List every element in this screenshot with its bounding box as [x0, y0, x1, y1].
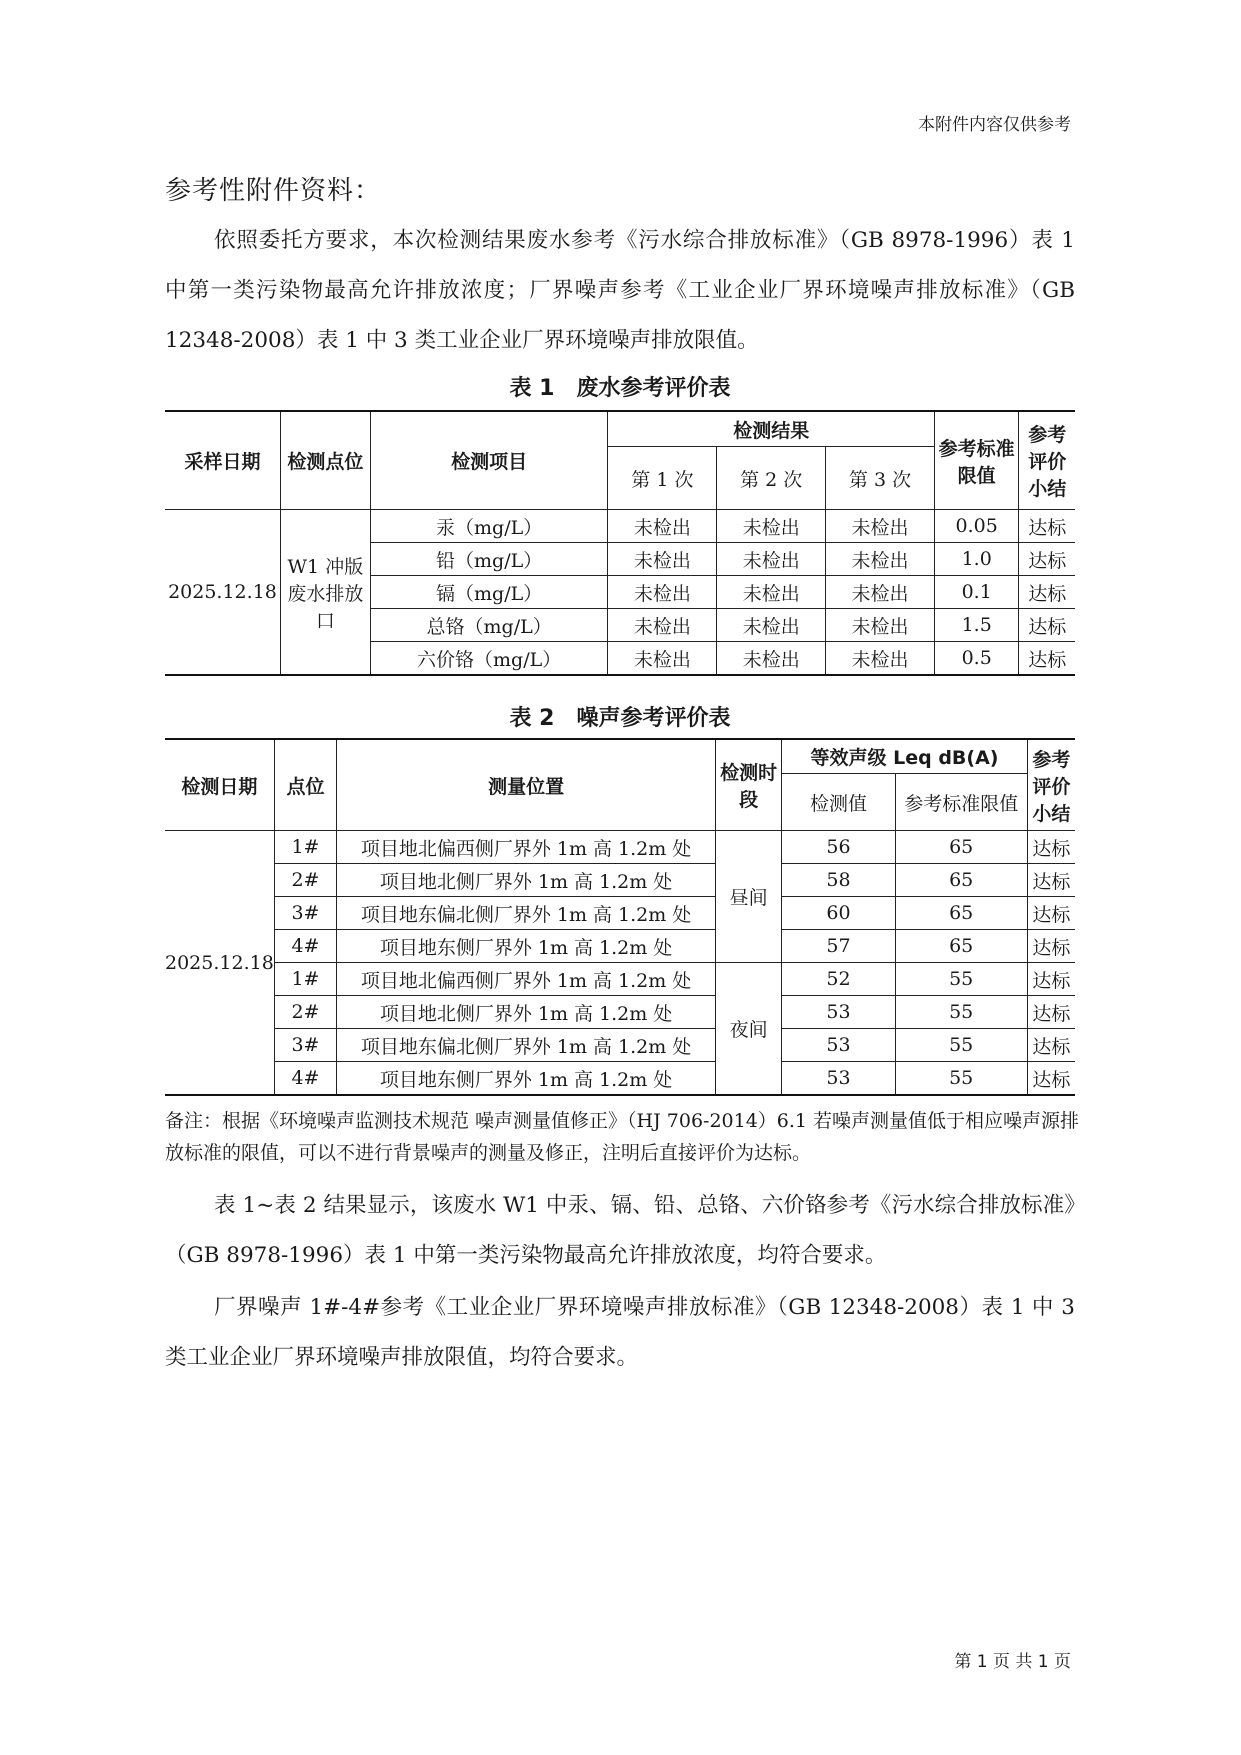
eval: 达标: [1027, 897, 1075, 930]
limit: 55: [895, 996, 1027, 1029]
table-row: [165, 930, 1075, 963]
header-item: 检测项目: [370, 411, 608, 510]
measured: 60: [782, 897, 895, 930]
noise-table: [165, 738, 1075, 1096]
limit: 1.5: [934, 609, 1019, 642]
header-eval: 参考评价小结: [1019, 411, 1075, 510]
table2-note: 备注：根据《环境噪声监测技术规范 噪声测量值修正》（HJ 706-2014）6.1 若噪声测量值低于相应噪声源排放标准的限值，可以不进行背景噪声的测量及修正，注明后直接评价为达标。: [165, 1110, 1080, 1164]
r2: 未检出: [717, 576, 826, 609]
r1: 未检出: [608, 543, 717, 576]
limit: 0.1: [934, 576, 1019, 609]
table2-caption: 表 2 噪声参考评价表: [509, 706, 731, 731]
sample-date: 2025.12.18: [165, 510, 280, 676]
eval: 达标: [1019, 609, 1075, 642]
r1: 未检出: [608, 510, 717, 543]
r3: 未检出: [826, 576, 935, 609]
measured: 53: [782, 1029, 895, 1062]
eval: 达标: [1027, 864, 1075, 897]
location: 项目地北偏西侧厂界外 1m 高 1.2m 处: [337, 963, 716, 996]
table-row: [165, 897, 1075, 930]
header-r3: 第 3 次: [826, 447, 935, 510]
table-row: [165, 510, 1075, 543]
limit: 65: [895, 930, 1027, 963]
point: 1#: [274, 831, 336, 864]
point: 3#: [274, 1029, 336, 1062]
item: 六价铬（mg/L）: [370, 642, 608, 676]
eval: 达标: [1019, 576, 1075, 609]
location: 项目地北侧厂界外 1m 高 1.2m 处: [337, 864, 716, 897]
eval: 达标: [1027, 963, 1075, 996]
header-period: 检测时段: [716, 739, 782, 831]
location: 项目地东侧厂界外 1m 高 1.2m 处: [337, 1062, 716, 1096]
eval: 达标: [1027, 1062, 1075, 1096]
eval: 达标: [1019, 642, 1075, 676]
table-row: [165, 1062, 1075, 1096]
table-row: [165, 831, 1075, 864]
header-date: 检测日期: [165, 739, 274, 831]
header-date: 采样日期: [165, 411, 280, 510]
item: 总铬（mg/L）: [370, 609, 608, 642]
item: 铅（mg/L）: [370, 543, 608, 576]
limit: 55: [895, 963, 1027, 996]
eval: 达标: [1019, 510, 1075, 543]
point: 2#: [274, 996, 336, 1029]
limit: 65: [895, 831, 1027, 864]
limit: 0.5: [934, 642, 1019, 676]
header-leq: 等效声级 Leq dB(A): [782, 739, 1027, 774]
location: 项目地东偏北侧厂界外 1m 高 1.2m 处: [337, 897, 716, 930]
measured: 52: [782, 963, 895, 996]
r3: 未检出: [826, 543, 935, 576]
header-eval: 参考评价小结: [1027, 739, 1075, 831]
r3: 未检出: [826, 510, 935, 543]
r1: 未检出: [608, 609, 717, 642]
point: 4#: [274, 1062, 336, 1096]
eval: 达标: [1027, 930, 1075, 963]
eval: 达标: [1019, 543, 1075, 576]
header-measured: 检测值: [782, 774, 895, 831]
limit: 65: [895, 864, 1027, 897]
header-limit: 参考标准限值: [934, 411, 1019, 510]
table-row: [165, 963, 1075, 996]
measured: 57: [782, 930, 895, 963]
location: 项目地北侧厂界外 1m 高 1.2m 处: [337, 996, 716, 1029]
eval: 达标: [1027, 996, 1075, 1029]
measured: 58: [782, 864, 895, 897]
period-night: 夜间: [716, 963, 782, 1096]
header-r2: 第 2 次: [717, 447, 826, 510]
wastewater-table: [165, 410, 1075, 676]
location: 项目地北偏西侧厂界外 1m 高 1.2m 处: [337, 831, 716, 864]
sample-date: 2025.12.18: [165, 831, 274, 1096]
conclusion-noise: 厂界噪声 1#-4#参考《工业企业厂界环境噪声排放标准》（GB 12348-2008）表 1 中 3 类工业企业厂界环境噪声排放限值，均符合要求。: [165, 1295, 1075, 1370]
header-r1: 第 1 次: [608, 447, 717, 510]
limit: 55: [895, 1029, 1027, 1062]
point: 4#: [274, 930, 336, 963]
limit: 0.05: [934, 510, 1019, 543]
r1: 未检出: [608, 576, 717, 609]
header-note: 本附件内容仅供参考: [918, 115, 1071, 135]
eval: 达标: [1027, 1029, 1075, 1062]
r3: 未检出: [826, 609, 935, 642]
header-point: 点位: [274, 739, 336, 831]
eval: 达标: [1027, 831, 1075, 864]
r2: 未检出: [717, 642, 826, 676]
limit: 55: [895, 1062, 1027, 1096]
period-day: 昼间: [716, 831, 782, 963]
header-results: 检测结果: [608, 411, 934, 447]
sample-point: W1 冲版废水排放口: [280, 510, 370, 676]
measured: 53: [782, 996, 895, 1029]
conclusion-wastewater: 表 1~表 2 结果显示，该废水 W1 中汞、镉、铅、总铬、六价铬参考《污水综合排放标准》（GB 8978-1996）表 1 中第一类污染物最高允许排放浓度，均符合要求。: [165, 1193, 1075, 1268]
intro-paragraph: 依照委托方要求，本次检测结果废水参考《污水综合排放标准》（GB 8978-1996）表 1 中第一类污染物最高允许排放浓度；厂界噪声参考《工业企业厂界环境噪声排放标准》（GB 12348-2008）表 1 中 3 类工业企业厂界环境噪声排放限值。: [165, 228, 1075, 353]
r2: 未检出: [717, 543, 826, 576]
item: 镉（mg/L）: [370, 576, 608, 609]
page-heading: 参考性附件资料：: [165, 176, 382, 206]
point: 2#: [274, 864, 336, 897]
measured: 53: [782, 1062, 895, 1096]
header-point: 检测点位: [280, 411, 370, 510]
r1: 未检出: [608, 642, 717, 676]
table-row: [165, 864, 1075, 897]
r3: 未检出: [826, 642, 935, 676]
location: 项目地东侧厂界外 1m 高 1.2m 处: [337, 930, 716, 963]
limit: 65: [895, 897, 1027, 930]
table-row: [165, 996, 1075, 1029]
point: 3#: [274, 897, 336, 930]
table-row: [165, 1029, 1075, 1062]
header-limit: 参考标准限值: [895, 774, 1027, 831]
item: 汞（mg/L）: [370, 510, 608, 543]
location: 项目地东偏北侧厂界外 1m 高 1.2m 处: [337, 1029, 716, 1062]
measured: 56: [782, 831, 895, 864]
table1-caption: 表 1 废水参考评价表: [509, 376, 731, 401]
point: 1#: [274, 963, 336, 996]
limit: 1.0: [934, 543, 1019, 576]
header-location: 测量位置: [337, 739, 716, 831]
page-number: 第 1 页 共 1 页: [954, 1652, 1071, 1672]
r2: 未检出: [717, 609, 826, 642]
r2: 未检出: [717, 510, 826, 543]
